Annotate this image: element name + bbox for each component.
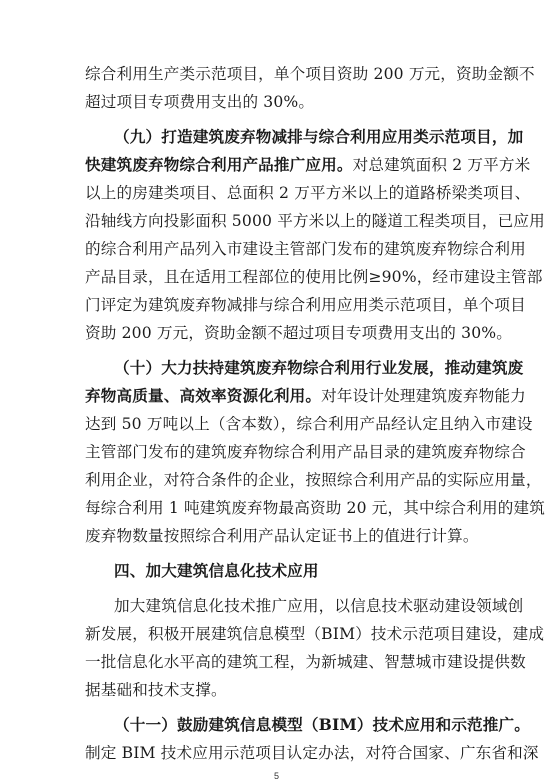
body-line [85,442,526,462]
line-text: 据基础和技术支撑。 [85,681,227,699]
body-line [85,386,526,406]
line-text: 废弃物数量按照综合利用产品认定证书上的值进行计算。 [85,527,479,545]
section-heading [114,561,506,581]
line-text: 利用企业，对符合条件的企业，按照综合利用产品的实际应用量， [85,471,542,489]
body-line [85,92,477,112]
body-line [85,680,477,700]
line-text: 门评定为建筑废弃物减排与综合利用应用类示范项目，单个项目 [85,296,526,314]
section-heading-text: 四、加大建筑信息化技术应用 [114,562,319,580]
line-text: 加大建筑信息化技术推广应用，以信息技术驱动建设领域创 [114,597,524,615]
item-11-heading-text: （十一）鼓励建筑信息模型（BIM）技术应用和示范推广。 [114,715,531,734]
line-text: 对年设计处理建筑废弃物能力 [321,387,526,405]
body-line [85,64,535,84]
body-line [85,239,526,259]
body-line [85,498,545,518]
item-9-heading-text: 快建筑废弃物综合利用产品推广应用。 [85,155,353,174]
section-item-11-line [114,715,531,735]
body-line [85,267,543,287]
line-text: 主管部门发布的建筑废弃物综合利用产品目录的建筑废弃物综合 [85,443,526,461]
line-text: 每综合利用 1 吨建筑废弃物最高资助 20 元，其中综合利用的建筑 [85,499,545,517]
section-item-10-line [114,358,524,378]
body-line [85,183,531,203]
section-item-9-line [114,127,524,147]
body-line [85,526,477,546]
line-text: 制定 BIM 技术应用示范项目认定办法，对符合国家、广东省和深 [85,744,539,762]
item-10-heading-text: （十）大力扶持建筑废弃物综合利用行业发展，推动建筑废 [114,358,524,377]
line-text: 以上的房建类项目、总面积 2 万平方米以上的道路桥梁类项目、 [85,184,531,202]
body-line [85,295,526,315]
body-line [85,624,545,644]
body-line [85,211,545,231]
body-line [85,414,533,434]
line-text: 资助 200 万元，资助金额不超过项目专项费用支出的 30%。 [85,324,513,342]
body-line [85,470,542,490]
body-line [85,652,526,672]
line-text: 新发展，积极开展建筑信息模型（BIM）技术示范项目建设，建成 [85,625,545,643]
line-text: 一批信息化水平高的建筑工程，为新城建、智慧城市建设提供数 [85,653,526,671]
body-line [85,155,531,175]
body-line [85,743,539,763]
line-text: 达到 50 万吨以上（含本数），综合利用产品经认定且纳入市建设 [85,415,533,433]
line-text: 产品目录，且在适用工程部位的使用比例≥90%，经市建设主管部 [85,268,543,286]
page-number: 5 [273,771,279,781]
body-line [85,323,513,343]
line-text: 综合利用生产类示范项目，单个项目资助 200 万元，资助金额不 [85,65,535,83]
line-text: 沿轴线方向投影面积 5000 平方米以上的隧道工程类项目，已应用 [85,212,545,230]
body-line [114,596,524,616]
line-text: 的综合利用产品列入市建设主管部门发布的建筑废弃物综合利用 [85,240,526,258]
item-10-heading-text: 弃物高质量、高效率资源化利用。 [85,386,322,405]
line-text: 对总建筑面积 2 万平方米 [352,156,531,174]
item-9-heading-text: （九）打造建筑废弃物减排与综合利用应用类示范项目，加 [114,127,524,146]
line-text: 超过项目专项费用支出的 30%。 [85,93,315,111]
